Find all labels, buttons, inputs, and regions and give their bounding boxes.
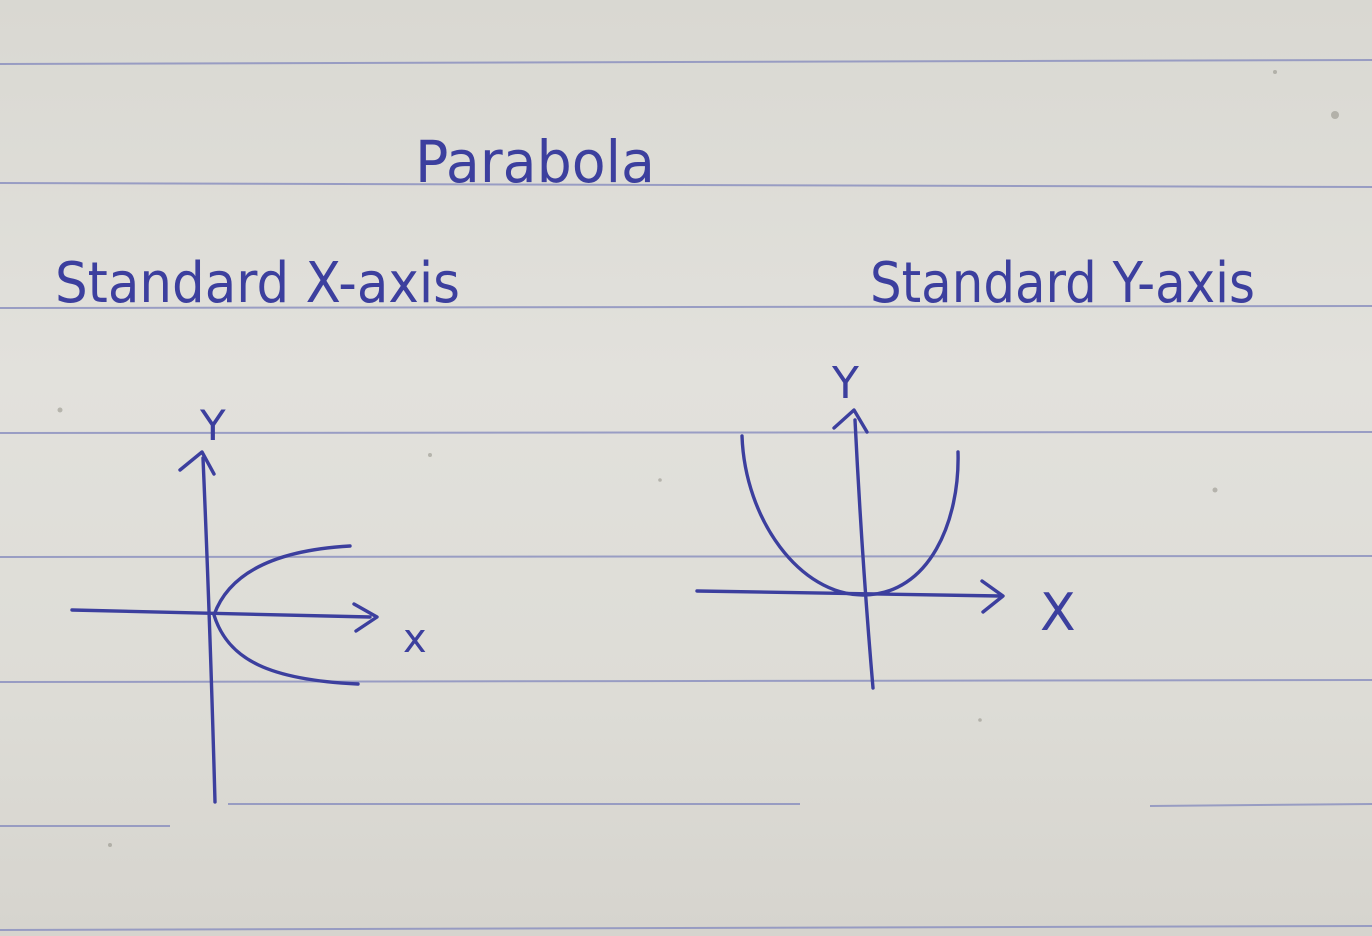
left-graph-heading: Standard X-axis [55,251,460,316]
left-y-axis [203,458,215,802]
ruled-line [0,680,1372,682]
left-y-axis-arrow [180,452,214,474]
right-graph [697,251,1255,688]
left-x-axis-label: x [403,616,427,662]
left-graph [55,251,460,802]
right-x-axis-label: X [1040,583,1076,643]
left-y-axis-label: Y [200,401,226,450]
left-x-axis [72,610,370,617]
ruled-line [1150,804,1372,806]
ruled-line [0,926,1372,930]
right-parabola-curve [742,436,958,595]
right-graph-heading: Standard Y-axis [870,251,1255,316]
right-y-axis-arrow [834,410,867,432]
right-y-axis [855,420,873,688]
page-title: Parabola [415,128,655,196]
right-y-axis-label: Y [832,358,859,409]
ruled-line [0,60,1372,64]
ruled-line [0,183,1372,187]
